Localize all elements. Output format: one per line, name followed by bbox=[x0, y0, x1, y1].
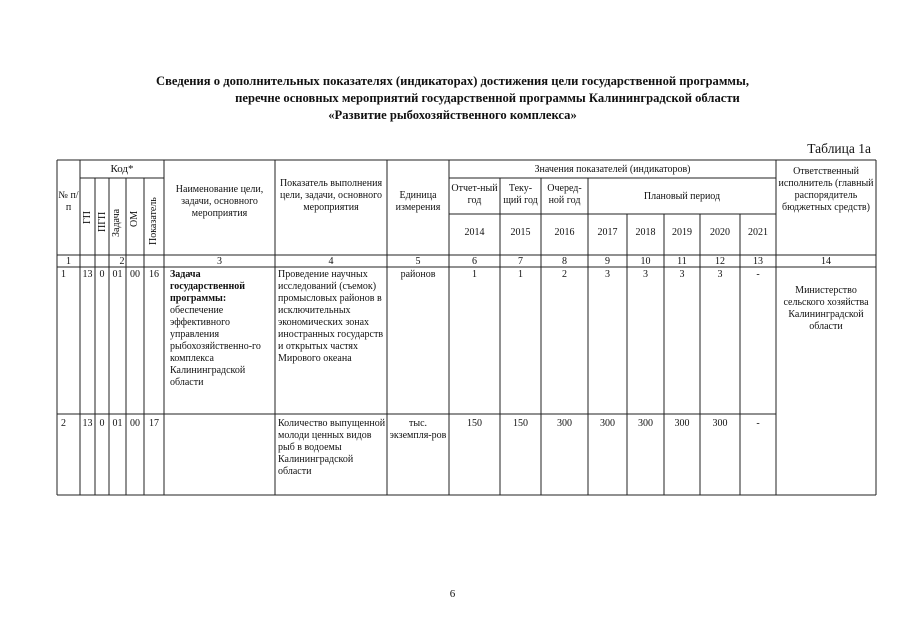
row2-code-indicator: 17 bbox=[149, 418, 159, 429]
year-2017: 2017 bbox=[597, 227, 618, 238]
row1-value-2015: 1 bbox=[518, 269, 523, 280]
col-number: 10 bbox=[640, 256, 651, 267]
header-current-year: Теку-щий год bbox=[503, 183, 538, 206]
title-line-1: Сведения о дополнительных показателях (индикаторах) достижения цели государственной программы, bbox=[156, 74, 749, 88]
row2-value-2017: 300 bbox=[600, 418, 615, 429]
header-code-om: ОМ bbox=[129, 210, 140, 227]
col-number: 11 bbox=[677, 256, 687, 267]
col-number: 3 bbox=[217, 256, 222, 267]
row1-value-2014: 1 bbox=[472, 269, 477, 280]
header-plan-period: Плановый период bbox=[643, 191, 721, 202]
row2-code-task: 01 bbox=[112, 418, 123, 429]
col-number: 4 bbox=[328, 256, 334, 267]
row2-value-2016: 300 bbox=[557, 418, 572, 429]
row1-value-2021: - bbox=[756, 269, 760, 280]
row2-unit: тыс. экземпля-ров bbox=[389, 418, 447, 441]
row1-code-pgp: 0 bbox=[99, 269, 105, 280]
row2-value-2019: 300 bbox=[674, 418, 690, 429]
header-code-pgp: ПГП bbox=[97, 211, 108, 232]
page-number: 6 bbox=[449, 588, 456, 600]
row1-task bbox=[170, 269, 274, 389]
header-responsible: Ответственный исполнитель (главный распорядитель бюджетных средств) bbox=[778, 166, 874, 213]
row1-value-2019: 3 bbox=[679, 269, 685, 280]
year-2020: 2020 bbox=[710, 227, 730, 238]
col-number: 9 bbox=[605, 256, 610, 267]
header-unit: Единица измерения bbox=[395, 190, 441, 213]
header-indicator: Показатель выполнения цели, задачи, основного мероприятия bbox=[279, 178, 383, 213]
row1-code-gp: 13 bbox=[82, 269, 93, 280]
row2-code-om: 00 bbox=[130, 418, 140, 429]
year-2014: 2014 bbox=[464, 227, 485, 238]
row2-value-2021: - bbox=[756, 418, 760, 429]
header-report-year: Отчет-ный год bbox=[451, 183, 498, 206]
col-number: 14 bbox=[821, 256, 831, 267]
row1-code-task: 01 bbox=[112, 269, 123, 280]
row1-value-2017: 3 bbox=[605, 269, 610, 280]
row1-value-2020: 3 bbox=[717, 269, 723, 280]
header-next-year: Очеред-ной год bbox=[547, 183, 582, 206]
year-2018: 2018 bbox=[635, 227, 656, 238]
col-number: 6 bbox=[472, 256, 477, 267]
row2-value-2015: 150 bbox=[513, 418, 528, 429]
document-title bbox=[40, 73, 865, 124]
row2-code-gp: 13 bbox=[82, 418, 93, 429]
row1-task-text: обеспечение эффективного управления рыбохозяйственно-го комплекса Калининградской области bbox=[170, 305, 261, 388]
row2-indicator: Количество выпущенной молоди ценных видов рыб в водоемы Калининградской области bbox=[278, 418, 386, 477]
header-code-task: Задача bbox=[111, 208, 122, 237]
row2-code-pgp: 0 bbox=[99, 418, 105, 429]
row1-value-2016: 2 bbox=[562, 269, 567, 280]
header-name-goal: Наименование цели, задачи, основного мероприятия bbox=[175, 184, 264, 219]
row1-code-indicator: 16 bbox=[149, 269, 159, 280]
title-line-2: перечне основных мероприятий государственной программы Калининградской области bbox=[235, 91, 740, 105]
row2-value-2020: 300 bbox=[712, 418, 728, 429]
col-number: 12 bbox=[715, 256, 725, 267]
header-code-gp: ГП bbox=[82, 210, 93, 224]
col-number: 1 bbox=[66, 256, 71, 267]
col-number: 8 bbox=[562, 256, 567, 267]
row1-responsible: Министерство сельского хозяйства Калининградской области bbox=[783, 285, 869, 332]
row2-num: 2 bbox=[61, 418, 66, 429]
col-number: 2 bbox=[119, 256, 125, 267]
header-values-group: Значения показателей (индикаторов) bbox=[534, 164, 691, 175]
row2-value-2014: 150 bbox=[467, 418, 482, 429]
row1-code-om: 00 bbox=[130, 269, 140, 280]
year-2021: 2021 bbox=[748, 227, 768, 238]
row1-unit: районов bbox=[400, 269, 436, 280]
row1-task-bold: Задача государственной программы: bbox=[170, 269, 246, 304]
col-number: 7 bbox=[518, 256, 523, 267]
year-2019: 2019 bbox=[672, 227, 692, 238]
header-code-indicator: Показатель bbox=[148, 197, 159, 245]
row1-num: 1 bbox=[61, 269, 66, 280]
header-num: № п/п bbox=[58, 190, 79, 213]
row2-value-2018: 300 bbox=[638, 418, 653, 429]
col-number: 13 bbox=[753, 256, 763, 267]
table-caption: Таблица 1а bbox=[807, 141, 871, 156]
title-line-3: «Развитие рыбохозяйственного комплекса» bbox=[328, 108, 577, 122]
col-number: 5 bbox=[415, 256, 421, 267]
year-2015: 2015 bbox=[510, 227, 531, 238]
row1-indicator: Проведение научных исследований (съемок) промысловых районов в исключительных экономических зонах иностранных государств и открытых частях Мирового океана bbox=[278, 269, 384, 364]
row1-value-2018: 3 bbox=[643, 269, 648, 280]
header-code-group: Код* bbox=[110, 163, 134, 175]
year-2016: 2016 bbox=[554, 227, 575, 238]
